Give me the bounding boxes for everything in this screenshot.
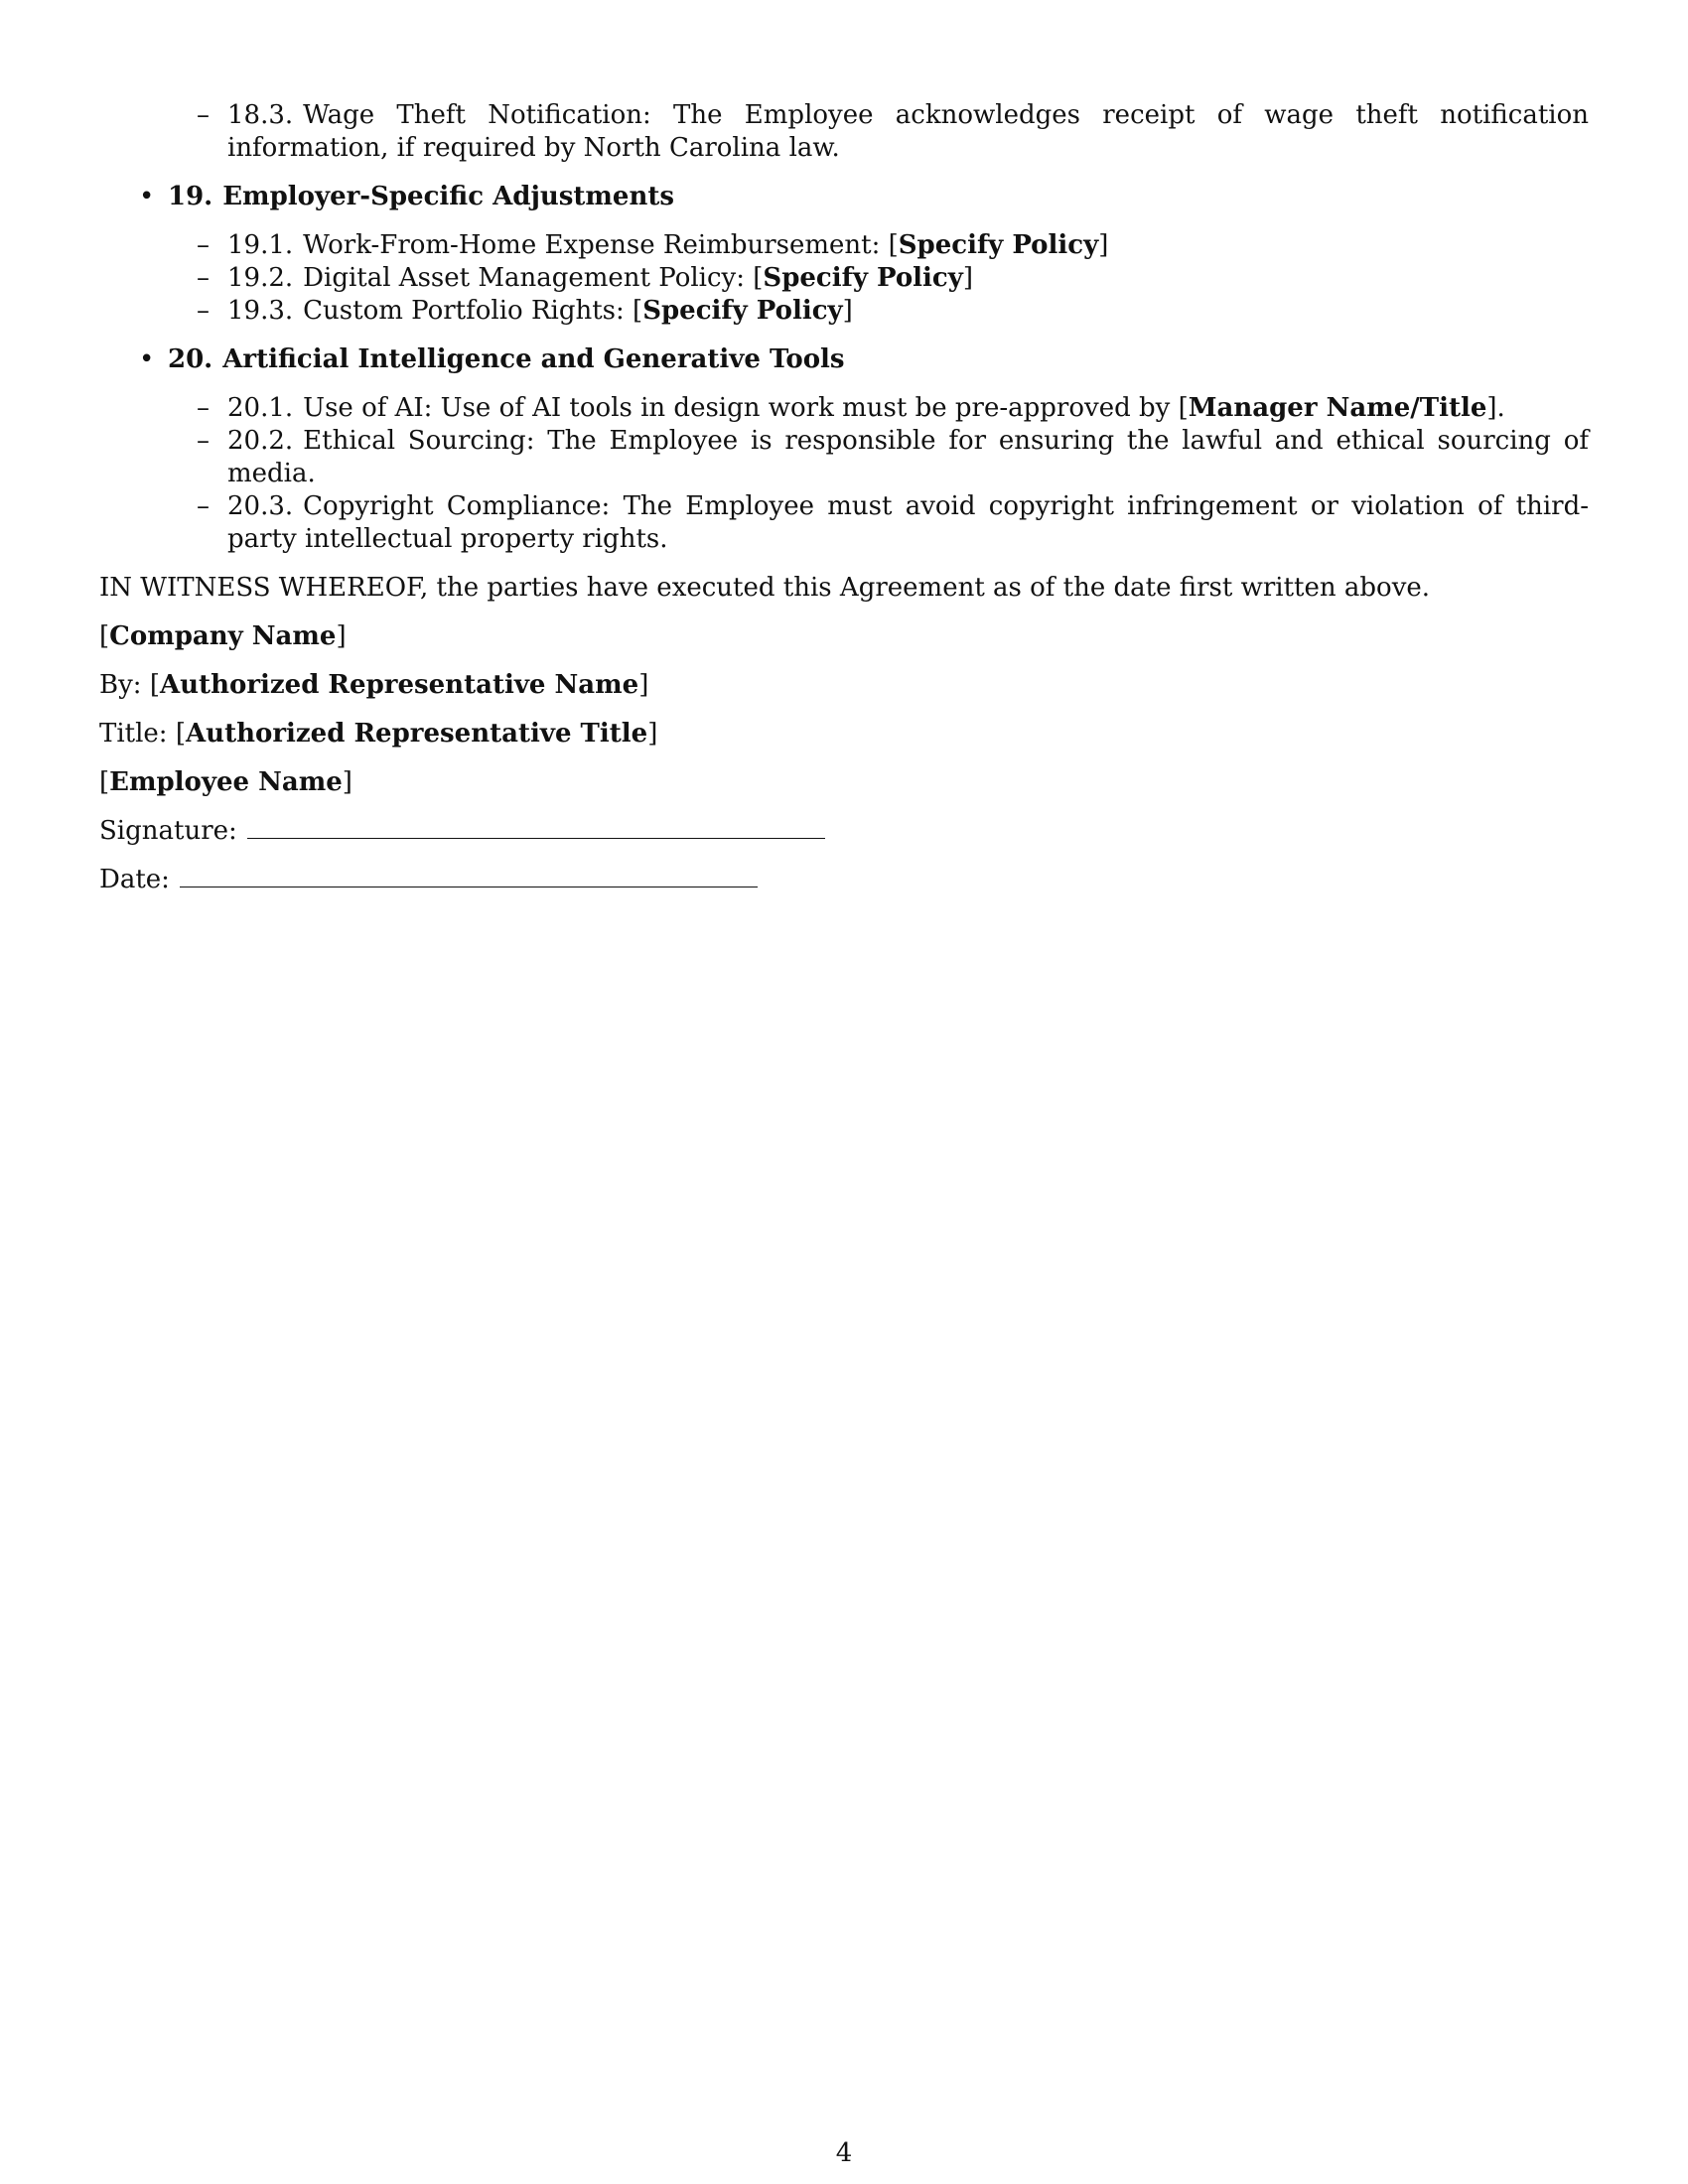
clause-20-3: [99, 490, 1589, 556]
clause-18-3: [99, 99, 1589, 165]
section-19-subitems: [99, 229, 1589, 328]
date-label: Date:: [99, 865, 170, 894]
section-19-heading: [99, 181, 1589, 213]
clause-text: Custom Portfolio Rights: [: [303, 296, 643, 326]
clause-text: Ethical Sourcing: The Employee is responsible for ensuring the lawful and ethical sourcing of media.: [227, 426, 1589, 488]
signature-line: [99, 815, 1589, 848]
clause-number: 19.1.: [227, 230, 294, 260]
clause-text: Digital Asset Management Policy: [: [303, 263, 764, 293]
placeholder-field: Manager Name/Title: [1188, 393, 1487, 423]
representative-title-placeholder: Authorized Representative Title: [186, 719, 648, 749]
clause-20-2: [99, 425, 1589, 490]
title-label: Title:: [99, 719, 168, 749]
dash-marker: –: [197, 393, 210, 423]
clause-text: Use of AI: Use of AI tools in design work must be pre-approved by [: [303, 393, 1189, 423]
placeholder-field: Specify Policy: [763, 263, 963, 293]
representative-name-placeholder: Authorized Representative Name: [159, 670, 639, 700]
clause-20-1: [99, 392, 1589, 425]
clause-number: 20.2.: [227, 426, 294, 456]
document-page: [99, 99, 1589, 912]
company-name-line: [Company Name]: [99, 621, 347, 651]
dash-marker: –: [197, 100, 210, 130]
employee-name-placeholder: Employee Name: [109, 767, 343, 797]
clause-text-end: ]: [1098, 230, 1109, 260]
clause-text: Work-From-Home Expense Reimbursement: [: [303, 230, 899, 260]
placeholder-field: Specify Policy: [642, 296, 843, 326]
dash-marker: –: [197, 296, 210, 326]
dash-marker: –: [197, 230, 210, 260]
clause-number: 19.3.: [227, 296, 294, 326]
date-line: [99, 864, 1589, 896]
section-title: Employer-Specific Adjustments: [222, 182, 675, 211]
date-blank[interactable]: [180, 865, 758, 887]
title-line: Title: [Authorized Representative Title]: [99, 719, 658, 749]
clause-text-end: ]: [842, 296, 853, 326]
section-20-heading: [99, 343, 1589, 376]
section-title: Artificial Intelligence and Generative Tools: [222, 344, 845, 374]
section-number: 19.: [168, 182, 213, 211]
clause-text-end: ].: [1486, 393, 1505, 423]
section-18-subitems: [99, 99, 1589, 165]
clause-text: Copyright Compliance: The Employee must avoid copyright infringement or violation of third-party intellectual property rights.: [227, 491, 1589, 554]
by-line: By: [Authorized Representative Name]: [99, 670, 649, 700]
company-name-placeholder: Company Name: [109, 621, 337, 651]
bullet-marker: •: [139, 182, 155, 211]
section-number: 20.: [168, 344, 213, 374]
dash-marker: –: [197, 263, 210, 293]
clause-number: 20.1.: [227, 393, 294, 423]
witness-statement: IN WITNESS WHEREOF, the parties have executed this Agreement as of the date first written above.: [99, 573, 1431, 603]
clause-19-1: [99, 229, 1589, 262]
clause-text: Wage Theft Notification: The Employee acknowledges receipt of wage theft notification information, if required by North Carolina law.: [227, 100, 1589, 163]
dash-marker: –: [197, 491, 210, 521]
clause-number: 18.3.: [227, 100, 294, 130]
clause-19-3: [99, 295, 1589, 328]
clause-number: 19.2.: [227, 263, 294, 293]
placeholder-field: Specify Policy: [898, 230, 1099, 260]
clause-number: 20.3.: [227, 491, 294, 521]
page-number: 4: [835, 2138, 853, 2168]
section-20-subitems: [99, 392, 1589, 556]
employee-name-line: [Employee Name]: [99, 767, 352, 797]
dash-marker: –: [197, 426, 210, 456]
signature-label: Signature:: [99, 816, 237, 846]
clause-19-2: [99, 262, 1589, 295]
signature-blank[interactable]: [247, 816, 825, 839]
by-label: By:: [99, 670, 142, 700]
bullet-marker: •: [139, 344, 155, 374]
clause-text-end: ]: [962, 263, 974, 293]
